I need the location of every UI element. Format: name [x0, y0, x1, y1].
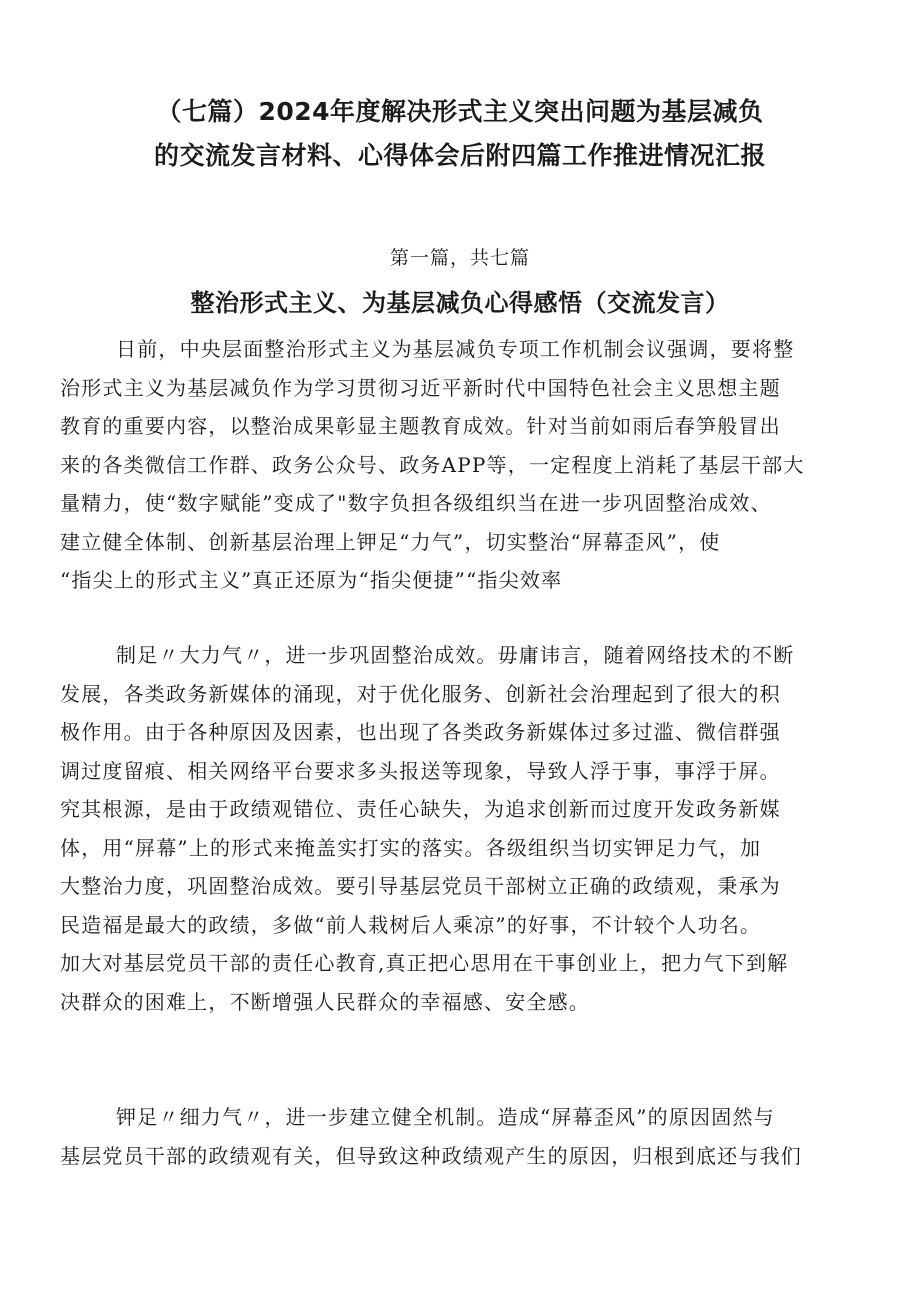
- paragraph: [60, 636, 865, 1021]
- paragraph-line: 钾足〃细力气〃，进一步建立健全机制。造成“屏幕歪风”的原因固然与: [116, 1105, 775, 1129]
- paragraph-line: 治形式主义为基层减负作为学习贯彻习近平新时代中国特色社会主义思想主题: [60, 375, 781, 400]
- title-line: 的交流发言材料、心得体会后附四篇工作推进情况汇报: [153, 141, 766, 170]
- paragraph-line: 调过度留痕、相关网络平台要求多头报送等现象，导致人浮于事，事浮于屏。: [60, 758, 781, 783]
- paragraph-line: 体，用“屏幕”上的形式来掩盖实打实的落实。各级组织当切实钾足力气，加: [60, 835, 762, 860]
- title-line: （七篇）2024年度解决形式主义突出问题为基层减负: [156, 97, 764, 126]
- paragraph: [60, 330, 865, 600]
- paragraph-line: 发展，各类政务新媒体的涌现，对于优化服务、创新社会治理起到了很大的积: [60, 681, 781, 706]
- paragraph-line: 决群众的困难上，不断增强人民群众的幸福感、安全感。: [60, 989, 590, 1014]
- paragraph-line: “指尖上的形式主义”真正还原为“指尖便捷”“指尖效率: [60, 568, 563, 592]
- paragraph-line: 大整治力度，巩固整治成效。要引导基层党员干部树立正确的政绩观，秉承为: [60, 874, 781, 898]
- paragraph-line: 究其根源，是由于政绩观错位、责任心缺失，为追求创新而过度开发政务新媒: [60, 797, 781, 821]
- paragraph-line: 极作用。由于各种原因及因素，也出现了各类政务新媒体过多过滥、微信群强: [60, 720, 781, 744]
- paragraph-line: 来的各类微信工作群、政务公众号、政务APP等，一定程度上消耗了基层干部大: [60, 452, 805, 477]
- section-label: 第一篇，共七篇: [389, 247, 530, 269]
- paragraph-line: 量精力，使“数字赋能”变成了"数字负担各级组织当在进一步巩固整治成效、: [60, 491, 772, 515]
- paragraph-line: 制足〃大力气〃，进一步巩固整治成效。毋庸讳言，随着网络技术的不断: [116, 643, 795, 667]
- section-title: 整治形式主义、为基层减负心得感悟（交流发言）: [190, 289, 730, 317]
- document-title: [60, 90, 860, 178]
- paragraph-line: 加大对基层党员干部的责任心教育,真正把心思用在干事创业上，把力气下到解: [60, 951, 789, 975]
- paragraph-line: 民造福是最大的政绩，多做“前人栽树后人乘凉”的好事，不计较个人功名。: [60, 912, 762, 937]
- paragraph-line: 日前，中央层面整治形式主义为基层减负专项工作机制会议强调，要将整: [116, 337, 795, 361]
- paragraph-line: 教育的重要内容，以整治成果彰显主题教育成效。针对当前如雨后春笋般冒出: [60, 414, 781, 438]
- paragraph-line: 建立健全体制、创新基层治理上钾足“力气”，切实整治“屏幕歪风”，使: [60, 529, 721, 554]
- paragraph-line: 基层党员干部的政绩观有关，但导致这种政绩观产生的原因，归根到底还与我们: [60, 1143, 802, 1168]
- paragraph: [60, 1098, 865, 1175]
